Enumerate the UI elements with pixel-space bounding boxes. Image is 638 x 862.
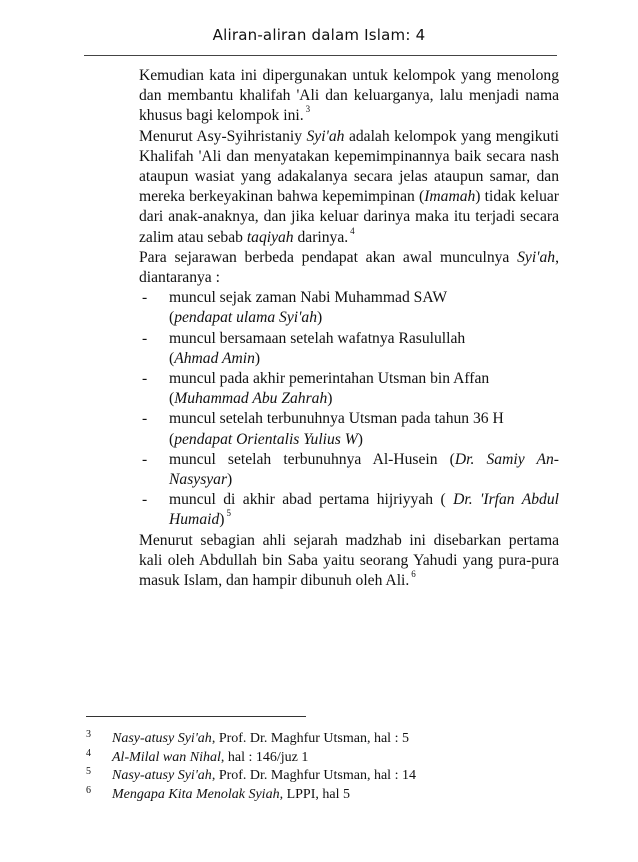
list-item-source: Dr. Samiy An-Nasysyar <box>169 450 559 489</box>
list-item-source: Muhammad Abu Zahrah <box>174 390 328 408</box>
term-syiah: Syi'ah <box>306 127 345 145</box>
list-item: - muncul setelah terbunuhnya Utsman pada tahun 36 H (pendapat Orientalis Yulius W) <box>142 410 504 448</box>
paragraph-3 <box>139 248 559 288</box>
footnote-number: 4 <box>86 747 91 759</box>
list-item: - muncul di akhir abad pertama hijriyyah ( Dr. 'Irfan Abdul Humaid) $^5$ <box>142 491 559 529</box>
paragraph-1-text: Kemudian kata ini dipergunakan untuk kelompok yang menolong dan membantu khalifah 'Ali dan keluarganya, lalu menjadi nama khusus bagi kelompok ini. <box>139 67 559 125</box>
footnote <box>86 767 556 786</box>
footnote-title: Al-Milal wan Nihal <box>112 749 221 765</box>
term-taqiyah: taqiyah <box>246 228 294 246</box>
list-item-text: muncul setelah terbunuhnya Al-Husein ( <box>169 450 455 468</box>
paragraph-2-text-4: darinya. <box>293 228 349 246</box>
paragraph-2-text-3: ) tidak keluar dari anak-anaknya, dan jika keluar darinya maka itu terjadi secara zalim atau sebab <box>139 188 560 246</box>
footnote-title: Nasy-atusy Syi'ah <box>112 731 212 746</box>
footnote-rest: , LPPI, hal 5 <box>279 786 350 802</box>
footnote <box>86 786 556 805</box>
list-item-text: muncul bersamaan setelah wafatnya Rasulullah <box>169 329 466 347</box>
footnote-number: 6 <box>86 784 91 796</box>
main-text <box>139 66 559 591</box>
footnote <box>86 749 556 768</box>
list-item-source: Dr. 'Irfan Abdul Humaid <box>169 491 559 529</box>
list-item: - muncul setelah terbunuhnya Al-Husein (Dr. Samiy An-Nasysyar) <box>142 450 559 489</box>
term-syiah-2: Syi'ah <box>517 248 556 266</box>
list-item: - muncul bersamaan setelah wafatnya Rasulullah (Ahmad Amin) <box>142 329 466 367</box>
list-dash: - <box>142 289 148 307</box>
footnote-title: Nasy-atusy Syi'ah <box>112 768 212 783</box>
footnote-title: Mengapa Kita Menolak Syiah <box>112 786 280 802</box>
list-item: - muncul pada akhir pemerintahan Utsman bin Affan (Muhammad Abu Zahrah) <box>142 370 490 408</box>
list-item: - muncul sejak zaman Nabi Muhammad SAW (pendapat ulama Syi'ah) <box>142 289 448 327</box>
list-dash: - <box>142 410 148 428</box>
list-item-source: Ahmad Amin <box>174 349 255 367</box>
header-divider <box>84 55 557 56</box>
list-dash: - <box>142 491 148 509</box>
term-imamah: Imamah <box>424 188 476 206</box>
footnote-ref-4: 4 <box>350 225 355 236</box>
opinion-list <box>139 288 559 530</box>
footnote-ref-3: 3 <box>305 104 311 115</box>
footnotes <box>86 730 556 804</box>
paragraph-4 <box>139 531 559 592</box>
paragraph-1 <box>139 66 559 127</box>
footnote-rest: , Prof. Dr. Maghfur Utsman, hal : 5 <box>211 731 409 746</box>
paragraph-2-text-1: Menurut Asy-Syihristaniy <box>139 127 307 145</box>
list-item-text: muncul sejak zaman Nabi Muhammad SAW <box>169 289 448 307</box>
page-header-title: Aliran-aliran dalam Islam: 4 <box>212 26 426 44</box>
footnote-ref-5: 5 <box>226 508 231 519</box>
footnote-number: 5 <box>86 766 91 777</box>
footnote-rest: , hal : 146/juz 1 <box>220 749 309 765</box>
list-dash: - <box>142 370 148 388</box>
paragraph-3-text-2: , diantaranya : <box>139 248 559 287</box>
list-item-source: pendapat ulama Syi'ah <box>174 309 317 327</box>
footnote <box>86 730 556 749</box>
list-dash: - <box>142 450 148 468</box>
footnote-divider <box>86 716 306 717</box>
list-item-text: muncul setelah terbunuhnya Utsman pada tahun 36 H <box>169 410 504 428</box>
paragraph-2-text-2: adalah kelompok yang mengikuti Khalifah 'Ali dan menyatakan kepemimpinannya baik secara nash ataupun wasiat yang adakalanya secara jelas ataupun samar, dan mereka berkeyakinan bahwa kepemimpinan ( <box>139 127 559 206</box>
paragraph-3-text-1: Para sejarawan berbeda pendapat akan awal munculnya <box>139 248 518 266</box>
list-item-text: muncul di akhir abad pertama hijriyyah ( <box>169 491 454 509</box>
list-item-source: pendapat Orientalis Yulius W <box>174 430 358 448</box>
paragraph-2 <box>139 127 559 248</box>
footnote-number: 3 <box>86 729 91 740</box>
list-dash: - <box>142 329 148 347</box>
paragraph-4-text: Menurut sebagian ahli sejarah madzhab ini disebarkan pertama kali oleh Abdullah bin Saba yaitu seorang Yahudi yang pura-pura masuk Islam, dan hampir dibunuh oleh Ali. <box>139 531 559 590</box>
footnote-ref-6: 6 <box>411 569 416 580</box>
list-item-text: muncul pada akhir pemerintahan Utsman bin Affan <box>169 370 490 388</box>
footnote-rest: , Prof. Dr. Maghfur Utsman, hal : 14 <box>211 768 416 783</box>
